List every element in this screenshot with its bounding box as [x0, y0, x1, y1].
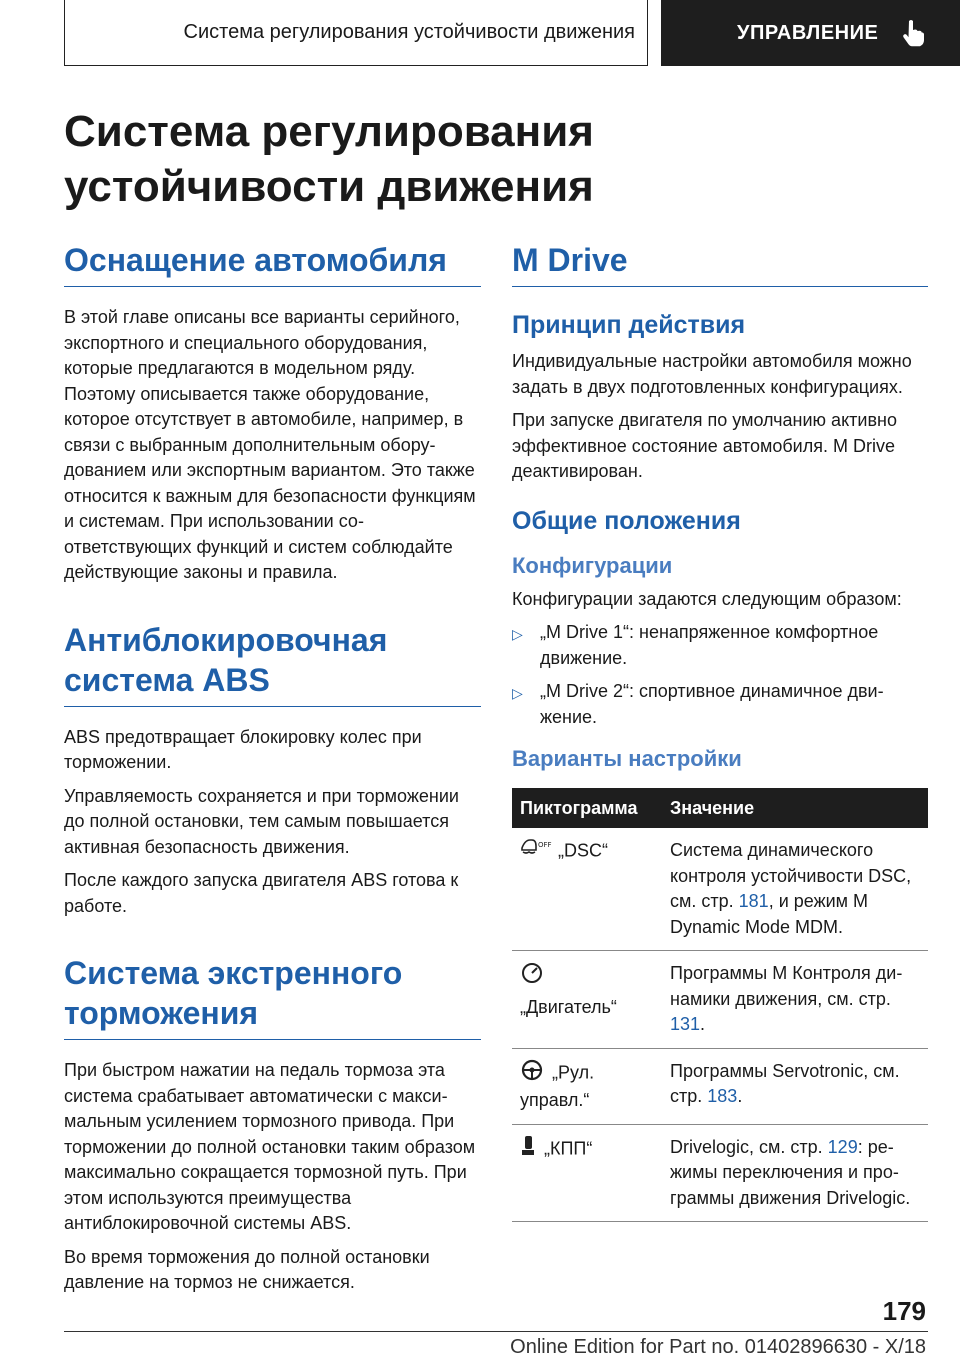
- header-chapter-tab[interactable]: [661, 0, 960, 66]
- list-item: ▷ „M Drive 1“: ненапряженное комфортное движение.: [512, 622, 879, 668]
- paragraph-configs: Конфигурации задаются следующим образом:: [512, 588, 902, 609]
- page-header: [0, 0, 960, 66]
- hand-pointer-icon: [900, 19, 926, 47]
- table-row: „Двигатель“ Программы M Контроля динамики движения, см. стр. 131.: [512, 951, 928, 1049]
- paragraph-principle-1: Индивидуальные настройки автомобиля можно задать в двух подготовленных конфигурациях.: [512, 351, 912, 397]
- page-link[interactable]: 131: [670, 1014, 701, 1034]
- left-column: [64, 240, 481, 1304]
- paragraph-abs-3: После каждого запуска двигателя ABS готова к работе.: [64, 870, 459, 916]
- heading-configs: Конфигурации: [512, 552, 673, 578]
- right-column: [512, 240, 928, 1222]
- footer-divider: [64, 1331, 928, 1332]
- table-header-pictogram: Пиктограмма: [512, 788, 662, 828]
- table-row: „Рул. управл.“ Программы Servotronic, см. стр. 183.: [512, 1048, 928, 1124]
- paragraph-equipment: В этой главе описаны все варианты серийного, экспортного и специального оборудования, которые предлагаются в модельном ряду. Поэтому описывается также оборудование, которое отсутствует в автомобиле, например, в связи с выбранным дополнительным оборудованием или экспортным вариантом. Это также относится к важным для безопасности функциям и системам. При использовании соответствующих функций и систем соблюдайте действующие законы и правила.: [64, 307, 476, 582]
- paragraph-brake-1: При быстром нажатии на педаль тормоза эта система срабатывает автоматически с максимальным усилением тормозного привода. При торможении до полной остановки таким образом максимально сокращается тормозной путь. При этом используются преимущества антиблокировочной системы ABS.: [64, 1060, 476, 1233]
- engine-gauge-icon: [520, 961, 646, 991]
- heading-equipment: Оснащение автомобиля: [64, 240, 481, 287]
- gear-lever-icon: [520, 1135, 536, 1165]
- dsc-off-icon: [520, 838, 550, 866]
- header-section-title: Система регулирования устойчивости движения: [183, 21, 635, 43]
- page-link[interactable]: 181: [738, 891, 769, 911]
- list-item: ▷ „M Drive 2“: спортивное динамичное движение.: [512, 681, 884, 727]
- heading-options: Варианты настройки: [512, 746, 742, 771]
- heading-principle: Принцип действия: [512, 311, 746, 339]
- page-link[interactable]: 129: [827, 1136, 858, 1157]
- steering-wheel-icon: [520, 1059, 544, 1089]
- page-number: 179: [882, 1296, 926, 1326]
- triangle-bullet-icon: ▷: [512, 685, 523, 701]
- triangle-bullet-icon: ▷: [512, 626, 523, 642]
- heading-abs: Антиблокировочная система ABS: [64, 620, 481, 707]
- paragraph-abs-1: ABS предотвращает блокировку колес при торможении.: [64, 726, 422, 772]
- footer-edition: Online Edition for Part no. 01402896630 - X/18: [510, 1336, 926, 1358]
- svg-text:OFF: OFF: [538, 841, 552, 849]
- page-title: Система регулирования устойчивости движения: [64, 107, 594, 211]
- header-chapter-label: УПРАВЛЕНИЕ: [737, 21, 879, 44]
- paragraph-abs-2: Управляемость сохраняется и при торможении до полной остановки, тем самым повышается активная безопасность движения.: [64, 785, 459, 857]
- heading-general: Общие положения: [512, 506, 741, 535]
- heading-emergency-brake: Система экстренного торможения: [64, 953, 481, 1040]
- options-table: [512, 788, 928, 1222]
- table-row: OFF „DSC“ Система динамического контроля устойчивости DSC, см. стр. 181, и режим M Dynamic Mode MDM.: [512, 828, 928, 951]
- table-header-meaning: Значение: [662, 788, 928, 828]
- paragraph-brake-2: Во время торможения до полной остановки давление на тормоз не снижается.: [64, 1246, 430, 1292]
- config-list: [512, 620, 928, 730]
- table-row: „КПП“ Drivelogic, см. стр. 129: режимы переключения и программы движения Drivelogic.: [512, 1124, 928, 1222]
- header-section-box: [64, 0, 648, 66]
- paragraph-principle-2: При запуске двигателя по умолчанию активно эффективное состояние автомобиля. M Drive деактивирован.: [512, 410, 897, 481]
- heading-mdrive: M Drive: [512, 240, 928, 287]
- page-link[interactable]: 183: [707, 1086, 738, 1106]
